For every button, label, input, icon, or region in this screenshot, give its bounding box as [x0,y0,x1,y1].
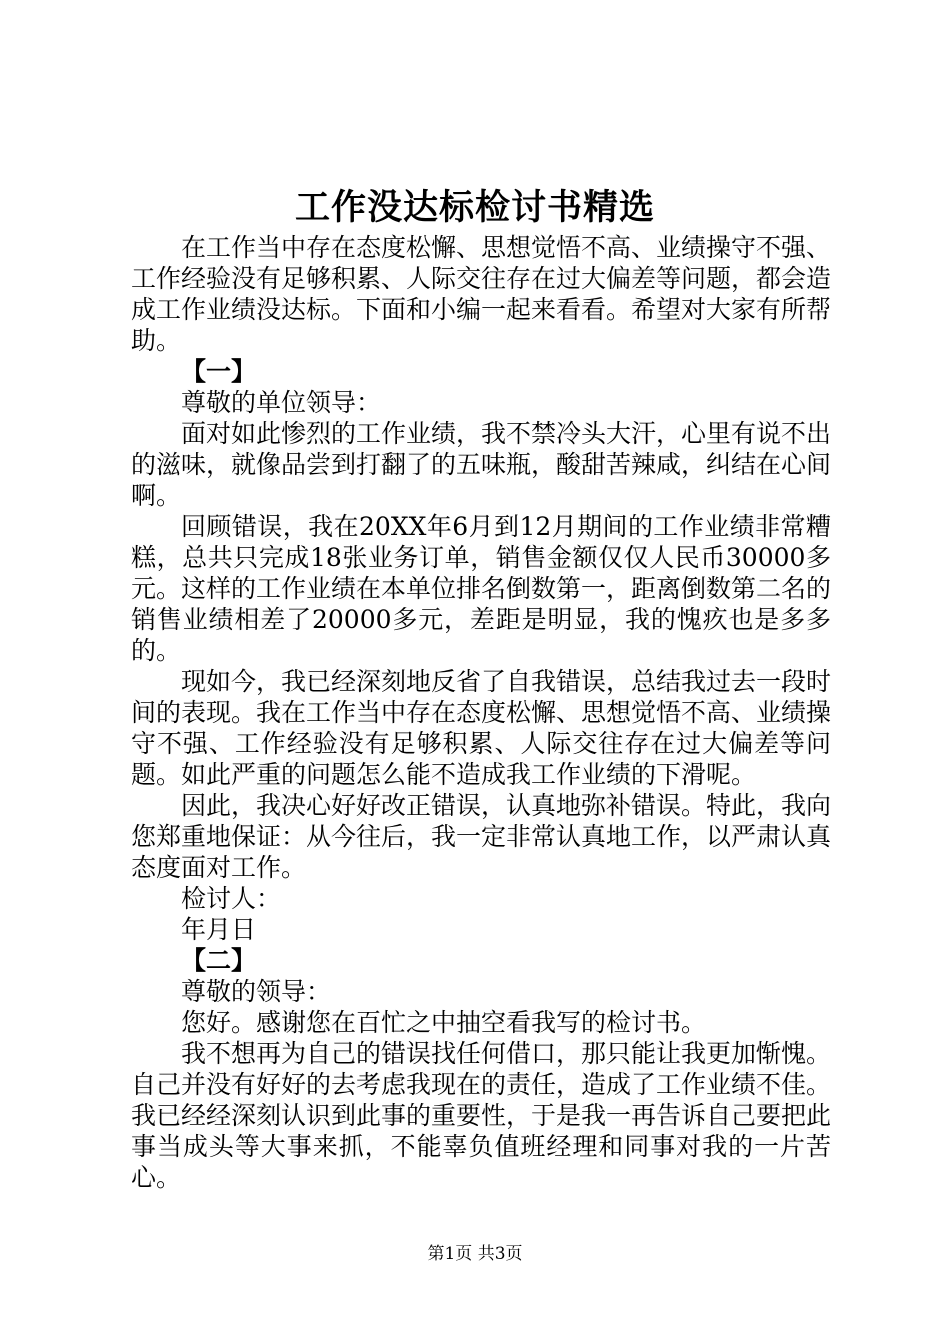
body-paragraph: 因此，我决心好好改正错误，认真地弥补错误。特此，我向您郑重地保证：从今往后，我一定非常认真地工作，以严肃认真态度面对工作。 [131,791,832,882]
salutation-two: 尊敬的领导： [181,977,332,1006]
body-paragraph: 现如今，我已经深刻地反省了自我错误，总结我过去一段时间的表现。我在工作当中存在态度松懈、思想觉悟不高、业绩操守不强、工作经验没有足够积累、人际交往存在过大偏差等问题。如此严重的问题怎么能不造成我工作业绩的下滑呢。 [131,667,832,789]
intro-paragraph: 在工作当中存在态度松懈、思想觉悟不高、业绩操守不强、工作经验没有足够积累、人际交往存在过大偏差等问题，都会造成工作业绩没达标。下面和小编一起来看看。希望对大家有所帮助。 [131,233,832,355]
salutation-one: 尊敬的单位领导： [181,388,382,417]
section-heading-two: 【二】 [181,946,257,975]
signature-label: 检讨人： [181,884,282,913]
body-paragraph: 面对如此惨烈的工作业绩，我不禁冷头大汗，心里有说不出的滋味，就像品尝到打翻了的五味瓶，酸甜苦辣咸，纠结在心间啊。 [131,419,832,510]
body-paragraph: 我不想再为自己的错误找任何借口，那只能让我更加惭愧。自己并没有好好的去考虑我现在的责任，造成了工作业绩不佳。我已经经深刻认识到此事的重要性，于是我一再告诉自己要把此事当成头等大事来抓，不能辜负值班经理和同事对我的一片苦心。 [131,1039,832,1192]
date-label: 年月日 [181,915,257,944]
document-title: 工作没达标检讨书精选 [294,187,655,228]
body-paragraph: 回顾错误，我在20XX年6月到12月期间的工作业绩非常糟糕，总共只完成18张业务订单，销售金额仅仅人民币30000多元。这样的工作业绩在本单位排名倒数第一，距离倒数第二名的销售业绩相差了20000多元，差距是明显，我的愧疚也是多多的。 [131,512,832,665]
page-footer: 第1页 共3页 [427,1244,523,1264]
section-heading-one: 【一】 [181,357,257,386]
greeting-line: 您好。感谢您在百忙之中抽空看我写的检讨书。 [181,1008,707,1037]
document-body [131,232,831,1193]
